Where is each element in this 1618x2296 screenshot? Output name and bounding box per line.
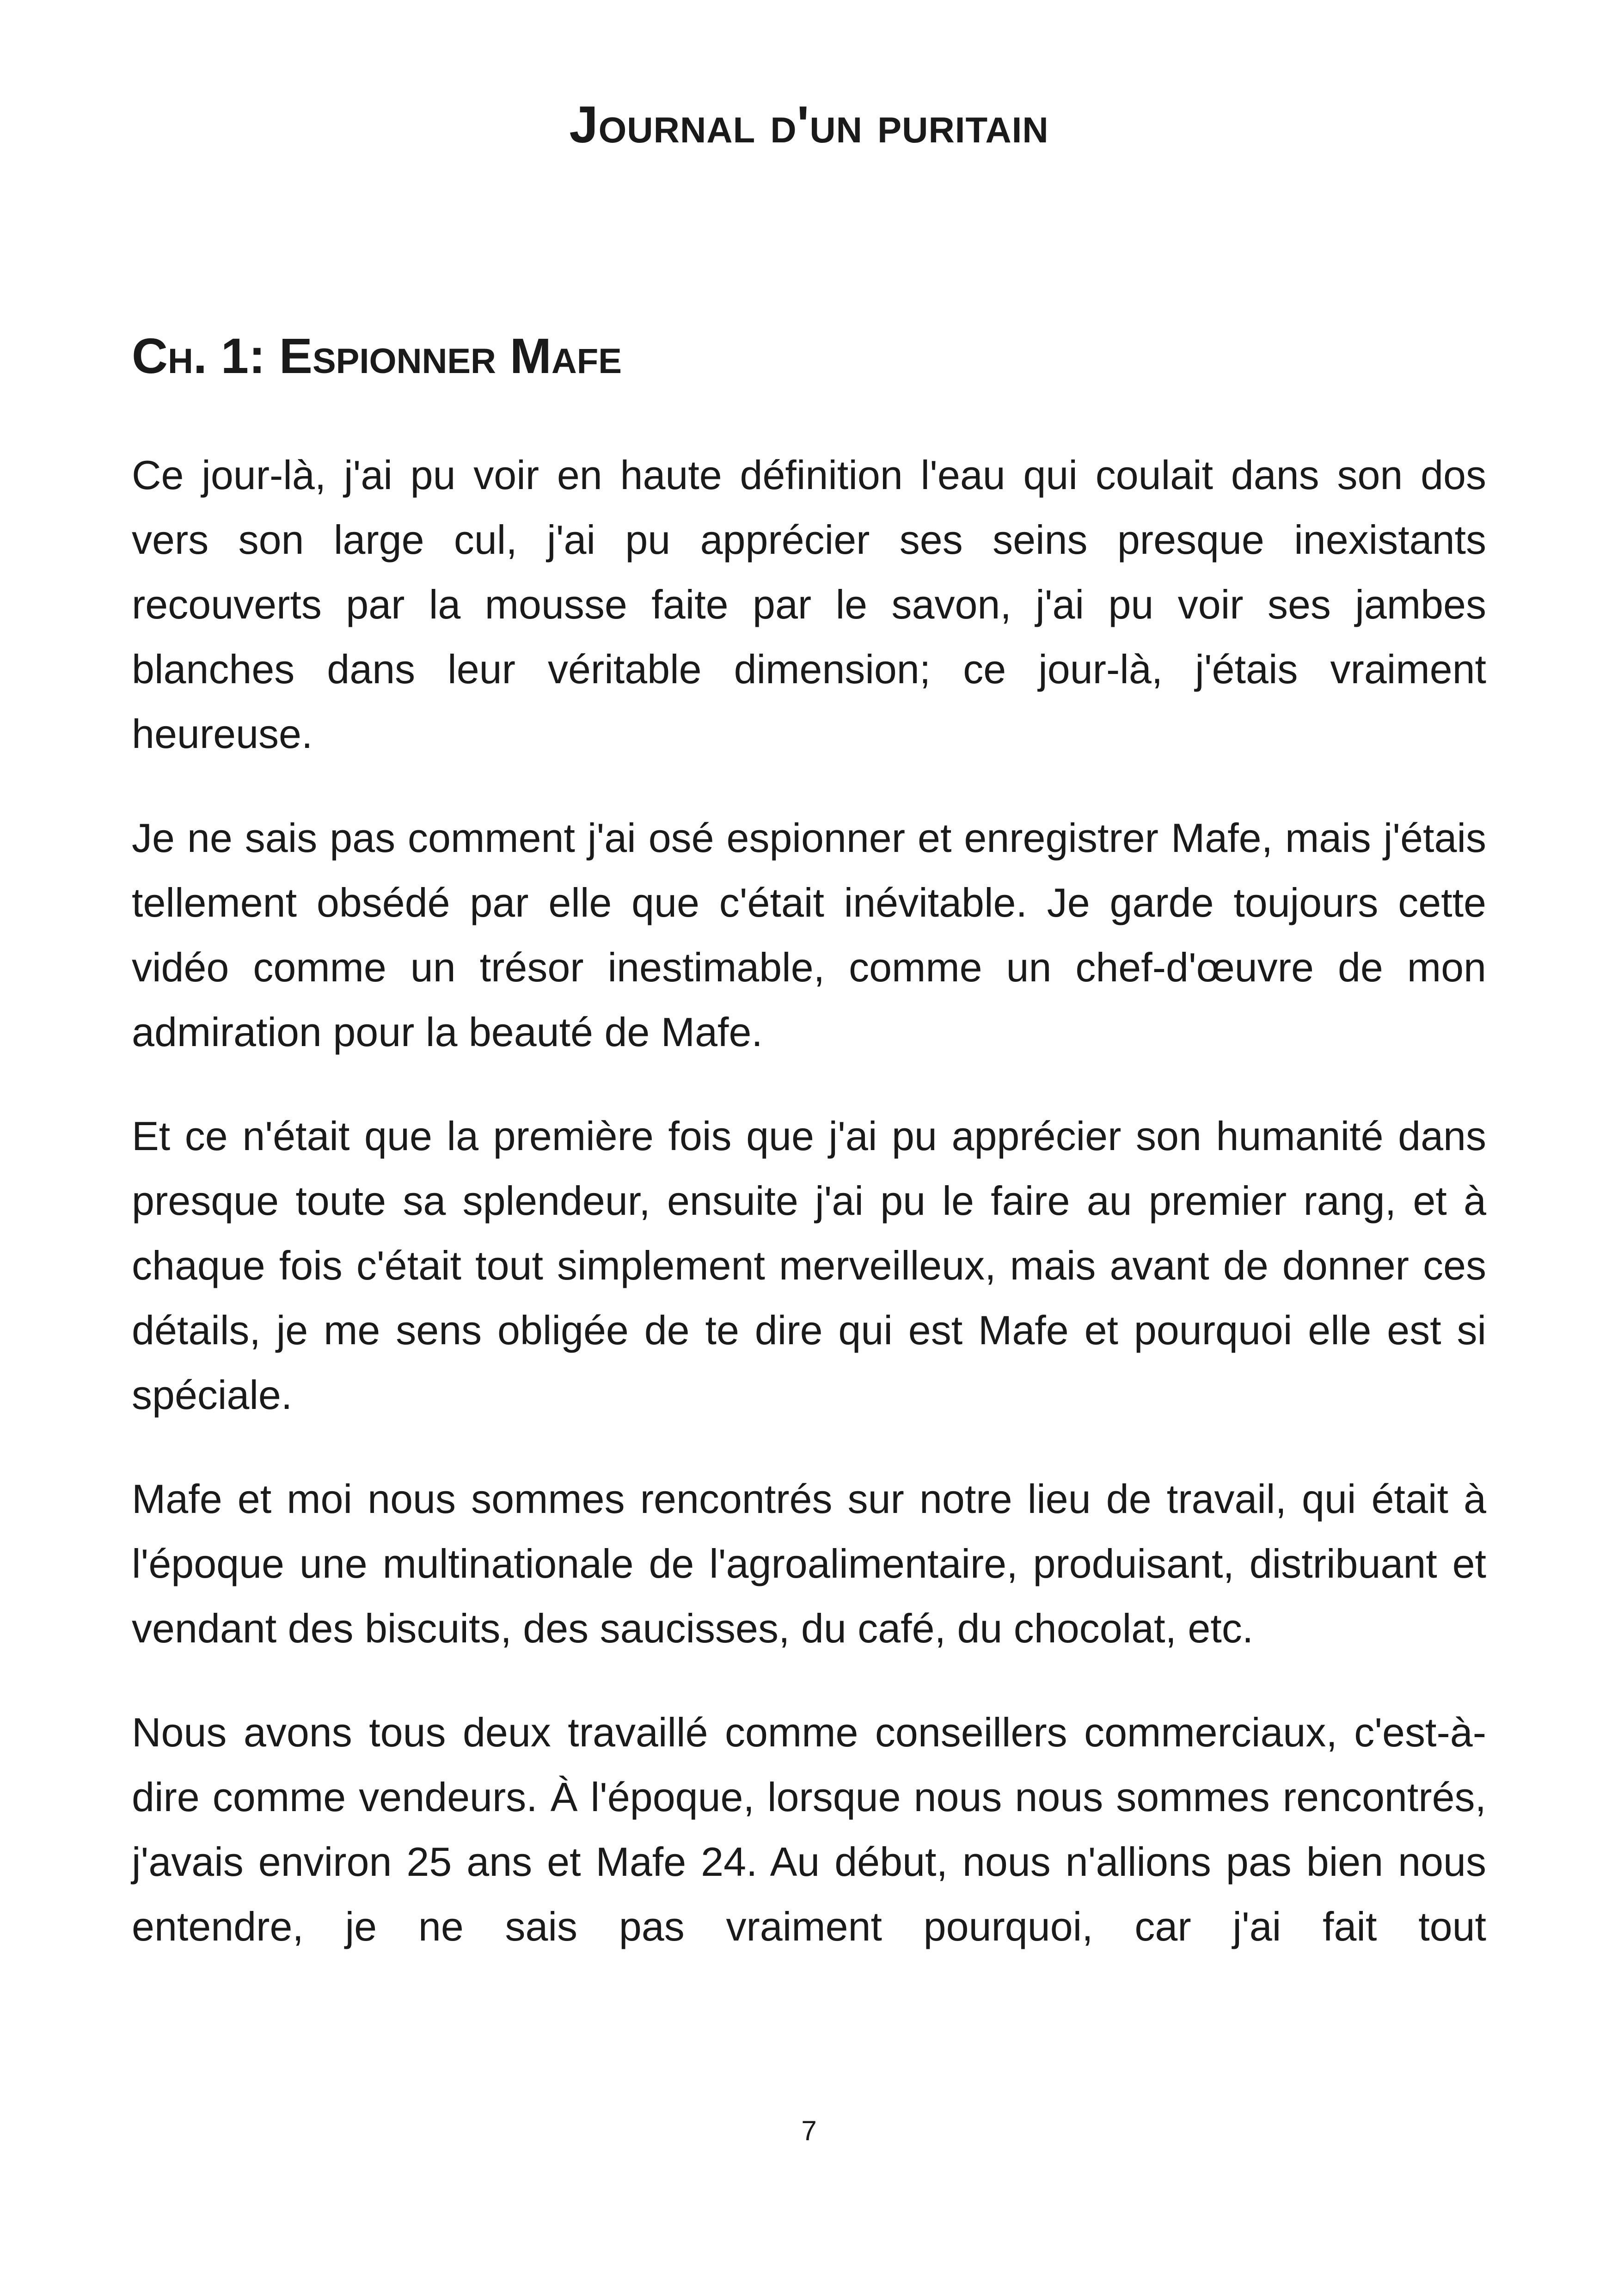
chapter-body (132, 443, 1486, 1998)
book-title: Journal d'un puritain (569, 96, 1049, 153)
paragraph: Je ne sais pas comment j'ai osé espionner et enregistrer Mafe, mais j'étais tellement obsédé par elle que c'était inévitable. Je garde toujours cette vidéo comme un trésor inestimable, comme un chef-d'œuvre de mon admiration pour la beauté de Mafe. (132, 815, 1486, 1055)
chapter-title: Ch. 1: Espionner Mafe (132, 328, 622, 384)
paragraph: Ce jour-là, j'ai pu voir en haute définition l'eau qui coulait dans son dos vers son large cul, j'ai pu apprécier ses seins presque inexistants recouverts par la mousse faite par le savon, j'ai pu voir ses jambes blanches dans leur véritable dimension; ce jour-là, j'étais vraiment heureuse. (132, 452, 1486, 757)
page-number: 7 (801, 2115, 817, 2146)
paragraph: Mafe et moi nous sommes rencontrés sur notre lieu de travail, qui était à l'époque une multinationale de l'agroalimentaire, produisant, distribuant et vendant des biscuits, des saucisses, du café, du chocolat, etc. (132, 1476, 1486, 1651)
paragraph: Nous avons tous deux travaillé comme conseillers commerciaux, c'est-à-dire comme vendeurs. À l'époque, lorsque nous nous sommes rencontrés, j'avais environ 25 ans et Mafe 24. Au début, nous n'allions pas bien nous entendre, je ne sais pas vraiment pourquoi, car j'ai fait tout (132, 1709, 1486, 1949)
paragraph: Et ce n'était que la première fois que j'ai pu apprécier son humanité dans presque toute sa splendeur, ensuite j'ai pu le faire au premier rang, et à chaque fois c'était tout simplement merveilleux, mais avant de donner ces détails, je me sens obligée de te dire qui est Mafe et pourquoi elle est si spéciale. (132, 1113, 1486, 1418)
